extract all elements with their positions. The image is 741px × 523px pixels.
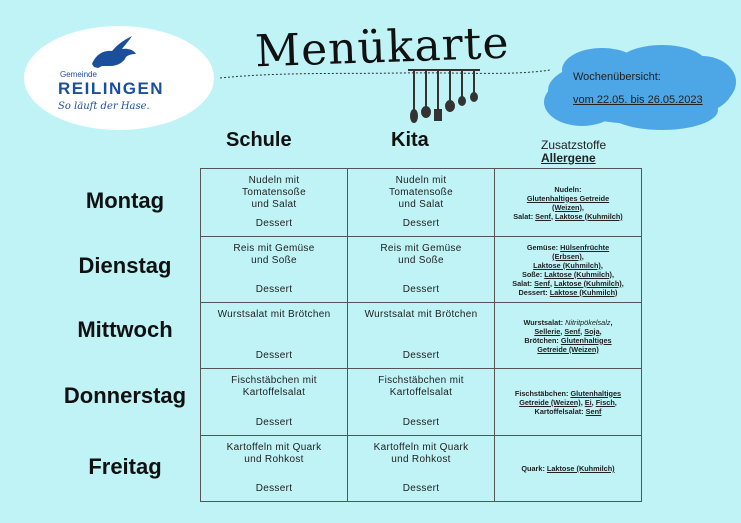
allergen-text [497,464,639,473]
allergen-line [497,327,639,336]
meal-line: Nudeln mit [248,175,300,186]
schule-meal [201,442,347,466]
column-schule: Schule [226,129,292,151]
schule-meal [201,375,347,399]
hare-icon [88,34,138,70]
schule-cell [201,303,348,369]
allergen-segment: Laktose (Kuhmilch) [544,269,612,279]
week-range: vom 22.05. bis 26.05.2023 [573,94,703,106]
allergen-segment: Getreide (Weizen) [519,397,581,407]
allergen-line [497,243,639,252]
menu-table [200,168,642,502]
meal-line: Kartoffelsalat [242,387,306,398]
allergen-text [497,185,639,221]
allergen-segment: , [611,269,615,279]
day-label-freitag: Freitag [88,454,162,479]
kita-meal [348,309,494,321]
allergen-segment: Dessert: [518,287,550,297]
schule-cell [201,436,348,502]
day-label-donnerstag: Donnerstag [63,383,187,408]
allergen-segment: Brötchen: [524,335,561,345]
week-cloud [542,44,738,130]
kita-cell [348,169,495,237]
week-label: Wochenübersicht: [573,71,661,83]
allergen-segment: Senf [585,406,602,416]
allergen-segment: Hülsenfrüchte [560,242,610,252]
allergen-cell [495,169,642,237]
allergen-line [497,318,639,327]
allergen-segment: , [599,326,602,336]
allergen-segment: Fischstäbchen: [514,388,571,398]
allergen-segment: , [549,278,555,288]
allergen-segment: Gemüse: [526,242,561,252]
allergen-segment: Senf [534,278,550,288]
allergen-line [497,389,639,398]
meal-line: und Salat [398,199,444,210]
allergen-segment: , [581,202,584,212]
allergen-segment: Glutenhaltiges [570,388,622,398]
meal-line: und Rohkost [244,454,304,465]
schule-cell [201,169,348,237]
allergen-segment: , [580,397,585,407]
allergen-segment: , [610,317,613,327]
schule-dessert: Dessert [255,417,293,428]
schule-cell [201,369,348,436]
allergen-text [497,389,639,416]
allergen-cell [495,369,642,436]
page-title: Menükarte [254,17,511,78]
schule-cell [201,237,348,303]
day-label-mittwoch: Mittwoch [77,317,173,342]
allergen-segment: Laktose (Kuhmilch) [546,464,615,473]
allergen-line [497,185,639,194]
meal-line: Kartoffelsalat [389,387,453,398]
cloud-shape [542,44,738,130]
allergen-segment: , [621,278,624,288]
table-row [201,237,642,303]
table-row [201,169,642,237]
allergen-line [497,288,639,297]
allergen-line [497,464,639,473]
schule-meal [201,175,347,211]
allergen-line [497,261,639,270]
kita-dessert: Dessert [402,417,440,428]
allergen-segment: Soße: [521,269,545,279]
logo-slogan-text: So läuft der Hase. [58,101,150,112]
allergen-segment: Laktose (Kuhmilch) [549,287,618,297]
kita-dessert: Dessert [402,218,440,229]
allergen-segment: Sellerie [534,326,561,336]
kita-meal [348,243,494,267]
allergen-text [497,318,639,354]
allergen-line [497,270,639,279]
meal-line: Tomatensoße [389,187,453,198]
kita-cell [348,303,495,369]
meal-line: Fischstäbchen mit [378,375,464,386]
meal-line: und Rohkost [391,454,451,465]
day-label-dienstag: Dienstag [78,253,172,278]
logo-town: REILINGEN [58,79,165,98]
meal-line: Wurstsalat mit Brötchen [217,309,331,320]
municipality-logo [24,26,214,130]
meal-line: Kartoffeln mit Quark [373,442,469,453]
allergen-segment: , [591,397,596,407]
allergen-line [497,194,639,203]
allergen-segment: Soja [584,326,600,336]
allergen-line [497,252,639,261]
meal-line: Fischstäbchen mit [231,375,317,386]
meal-line: Wurstsalat mit Brötchen [364,309,478,320]
utensils-icon [406,68,482,124]
column-zusatz [541,139,606,165]
meal-line: Kartoffeln mit Quark [226,442,322,453]
day-label-montag: Montag [85,188,165,213]
table-row [201,369,642,436]
allergen-segment: Getreide (Weizen) [537,344,599,354]
allergen-segment: Salat: [513,211,536,221]
meal-line: und Soße [251,255,297,266]
allergen-cell [495,237,642,303]
allergen-segment: Nudeln: [554,184,582,194]
meal-line: und Salat [251,199,297,210]
allergen-segment: , [580,326,585,336]
meal-line: Reis mit Gemüse [380,243,462,254]
schule-dessert: Dessert [255,350,293,361]
table-row [201,436,642,502]
allergen-segment: Laktose (Kuhmilch) [555,211,623,221]
meal-line: Reis mit Gemüse [233,243,315,254]
allergen-segment: Kartoffelsalat: [534,406,586,416]
meal-line: und Soße [398,255,444,266]
kita-dessert: Dessert [402,483,440,494]
allergen-line [497,336,639,345]
allergen-segment: Quark: [521,464,547,473]
allergen-segment: Laktose (Kuhmilch) [554,278,622,288]
meal-line: Nudeln mit [395,175,447,186]
allergen-segment: , [550,211,556,221]
allergen-segment: Ei [584,397,592,407]
allergen-segment: , [614,397,617,407]
logo-slogan [58,101,150,112]
allergene-label: Allergene [541,151,596,165]
allergen-segment: Glutenhaltiges Getreide [526,193,610,203]
schule-meal [201,243,347,267]
table-row [201,303,642,369]
kita-dessert: Dessert [402,284,440,295]
schule-dessert: Dessert [255,284,293,295]
column-kita: Kita [391,129,429,151]
allergen-line [497,212,639,221]
logo-gemeinde: Gemeinde [60,70,97,79]
schule-meal [201,309,347,321]
allergen-segment: (Weizen) [552,202,582,212]
kita-cell [348,237,495,303]
allergen-segment: Senf [535,211,551,221]
kita-dessert: Dessert [402,350,440,361]
schule-dessert: Dessert [255,218,293,229]
allergen-line [497,203,639,212]
allergen-cell [495,436,642,502]
allergen-segment: , [600,260,603,270]
schule-dessert: Dessert [255,483,293,494]
allergen-segment: Senf [564,326,581,336]
allergen-segment: Nitritpökelsalz [565,317,611,327]
allergen-segment: Laktose (Kuhmilch) [533,260,601,270]
allergen-line [497,407,639,416]
dotted-line-decoration [220,68,550,84]
kita-cell [348,436,495,502]
allergen-cell [495,303,642,369]
kita-meal [348,442,494,466]
kita-meal [348,375,494,399]
allergen-segment: , [560,326,565,336]
allergen-segment: Fisch [595,397,615,407]
allergen-line [497,279,639,288]
allergen-segment: Salat: [512,278,535,288]
allergen-line [497,345,639,354]
meal-line: Tomatensoße [242,187,306,198]
allergen-segment: Glutenhaltiges [560,335,612,345]
allergen-line [497,398,639,407]
allergen-text [497,243,639,297]
allergen-segment: (Erbsen) [552,251,582,261]
allergen-segment: Wurstsalat: [523,317,566,327]
allergen-segment: , [581,251,584,261]
zusatz-label: Zusatzstoffe [541,138,607,152]
kita-cell [348,369,495,436]
kita-meal [348,175,494,211]
